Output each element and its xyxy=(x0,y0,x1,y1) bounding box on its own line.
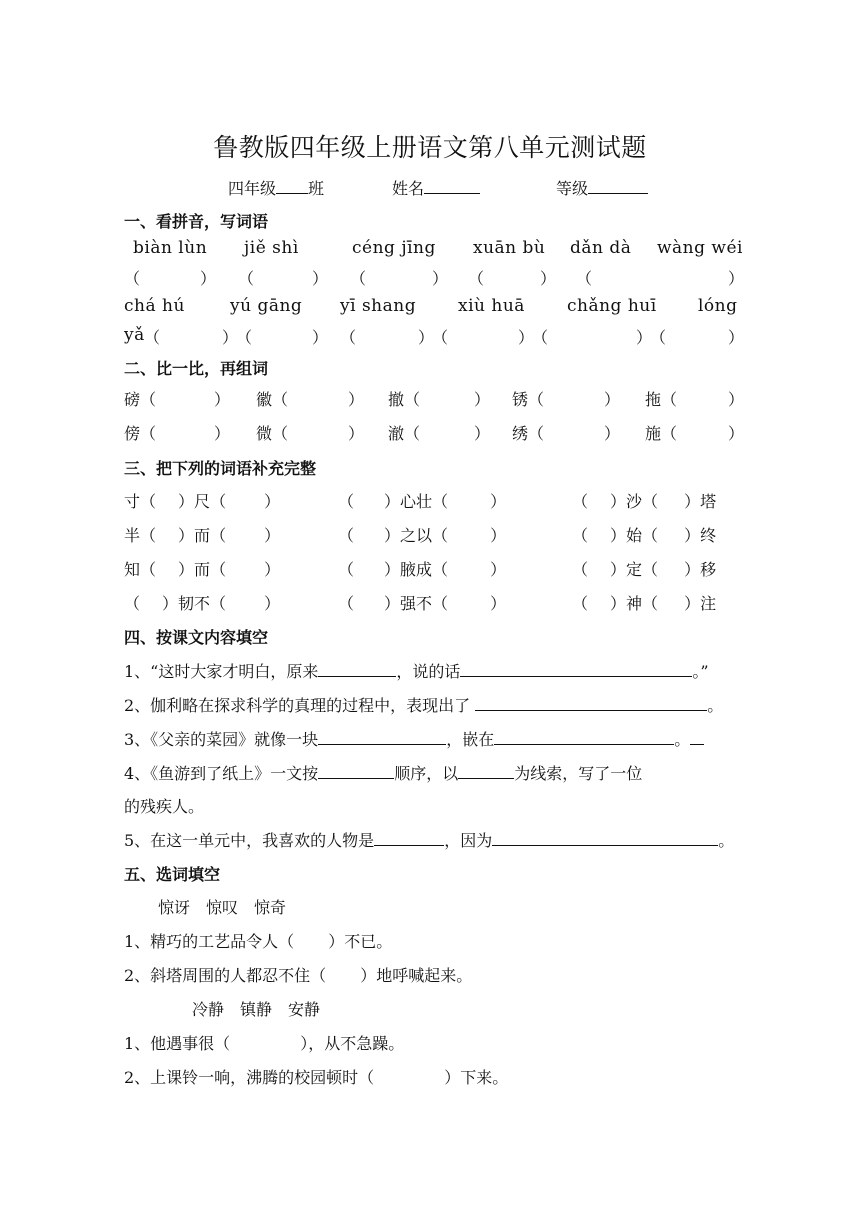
answer-paren-close: ） xyxy=(636,328,653,347)
answer-blank[interactable] xyxy=(318,661,396,677)
choose-question-3: 1、他遇事很（ ），从不急躁。 xyxy=(124,1034,405,1053)
class-label: 班 xyxy=(308,179,325,198)
answer-paren-close: ） xyxy=(728,328,745,347)
answer-blank[interactable] xyxy=(318,763,394,779)
answer-paren-close: ） xyxy=(222,328,239,347)
section-4-heading: 四、按课文内容填空 xyxy=(124,628,269,647)
fill-question-4: 4、《鱼游到了纸上》一文按 顺序，以 为线索，写了一位 xyxy=(124,764,643,783)
idiom-row-2: 半（ ）而（ ） xyxy=(124,526,281,545)
section-3-heading: 三、把下列的词语补充完整 xyxy=(124,459,317,478)
compare-item: 拖（ xyxy=(645,390,678,409)
answer-blank[interactable] xyxy=(458,763,514,779)
page-title: 鲁教版四年级上册语文第八单元测试题 xyxy=(213,133,647,162)
idiom-row-4-mid: （ ）强不（ ） xyxy=(338,594,507,613)
answer-paren-close: ） xyxy=(312,328,329,347)
answer-paren-open: （ xyxy=(144,328,161,347)
answer-paren-close: ） xyxy=(348,424,365,443)
fill-question-2: 2、伽利略在探求科学的真理的过程中，表现出了 。 xyxy=(124,696,724,715)
answer-paren-close: ） xyxy=(348,390,365,409)
answer-paren-open: （ xyxy=(350,269,367,288)
pinyin-tail: yǎ xyxy=(124,325,145,345)
idiom-row-3-right: （ ）定（ ）移 xyxy=(572,560,717,579)
answer-paren-close: ） xyxy=(312,269,329,288)
answer-paren-open: （ xyxy=(468,269,485,288)
idiom-row-2-mid: （ ）之以（ ） xyxy=(338,526,507,545)
answer-paren-open: （ xyxy=(432,328,449,347)
answer-blank[interactable] xyxy=(494,729,674,745)
idiom-row-3: 知（ ）而（ ） xyxy=(124,560,281,579)
compare-item: 撤（ xyxy=(388,390,421,409)
name-blank[interactable] xyxy=(424,178,480,194)
idiom-row-1-right: （ ）沙（ ）塔 xyxy=(572,492,717,511)
answer-blank[interactable] xyxy=(460,661,692,677)
name-field xyxy=(392,176,480,199)
compare-item: 澈（ xyxy=(388,424,421,443)
idiom-row-1-mid: （ ）心壮（ ） xyxy=(338,492,507,511)
name-label: 姓名 xyxy=(392,179,425,198)
word-choices-1: 惊讶 惊叹 惊奇 xyxy=(158,898,287,917)
grade-label: 四年级 xyxy=(228,179,277,198)
answer-paren-close: ） xyxy=(214,424,231,443)
answer-blank[interactable] xyxy=(475,695,707,711)
idiom-row-3-mid: （ ）腋成（ ） xyxy=(338,560,507,579)
level-field xyxy=(556,176,648,199)
fill-question-3: 3、《父亲的菜园》就像一块 ，嵌在 。 xyxy=(124,727,704,750)
answer-blank[interactable] xyxy=(374,830,444,846)
compare-item: 绣（ xyxy=(512,424,545,443)
answer-paren-open: （ xyxy=(576,269,593,288)
pinyin-item: xuān bù xyxy=(473,238,546,258)
pinyin-item: chǎng huī xyxy=(567,296,657,316)
pinyin-item: yú gāng xyxy=(230,296,303,316)
level-label: 等级 xyxy=(556,179,589,198)
answer-blank[interactable] xyxy=(492,830,718,846)
compare-item: 徽（ xyxy=(256,390,289,409)
answer-paren-close: ） xyxy=(518,328,535,347)
answer-blank[interactable] xyxy=(318,729,446,745)
grade-field xyxy=(228,176,324,199)
answer-paren-close: ） xyxy=(540,269,557,288)
answer-paren-close: ） xyxy=(728,424,745,443)
compare-item: 磅（ xyxy=(124,390,157,409)
choose-question-1: 1、精巧的工艺品令人（ ）不已。 xyxy=(124,932,393,951)
pinyin-item: biàn lùn xyxy=(133,238,208,258)
section-5-heading: 五、选词填空 xyxy=(124,865,221,884)
answer-paren-close: ） xyxy=(728,390,745,409)
answer-paren-open: （ xyxy=(124,269,141,288)
pinyin-item: wàng wéi xyxy=(657,238,743,258)
idiom-row-1: 寸（ ）尺（ ） xyxy=(124,492,281,511)
answer-paren-open: （ xyxy=(238,269,255,288)
answer-paren-open: （ xyxy=(532,328,549,347)
pinyin-item: dǎn dà xyxy=(570,238,632,258)
pinyin-item: yī shang xyxy=(340,296,417,316)
answer-paren-close: ） xyxy=(214,390,231,409)
answer-paren-close: ） xyxy=(432,269,449,288)
answer-paren-close: ） xyxy=(200,269,217,288)
idiom-row-2-right: （ ）始（ ）终 xyxy=(572,526,717,545)
section-1-heading: 一、看拼音，写词语 xyxy=(124,212,269,231)
choose-question-2: 2、斜塔周围的人都忍不住（ ）地呼喊起来。 xyxy=(124,966,473,985)
compare-item: 施（ xyxy=(645,424,678,443)
pinyin-item: lóng xyxy=(698,296,738,316)
choose-question-4: 2、上课铃一响，沸腾的校园顿时（ ）下来。 xyxy=(124,1068,509,1087)
level-blank[interactable] xyxy=(588,178,648,194)
word-choices-2: 冷静 镇静 安静 xyxy=(192,1000,321,1019)
compare-item: 锈（ xyxy=(512,390,545,409)
answer-paren-open: （ xyxy=(340,328,357,347)
compare-item: 微（ xyxy=(256,424,289,443)
answer-paren-close: ） xyxy=(474,390,491,409)
answer-paren-close: ） xyxy=(604,390,621,409)
compare-item: 傍（ xyxy=(124,424,157,443)
pinyin-item: céng jīng xyxy=(352,238,436,258)
answer-paren-open: （ xyxy=(650,328,667,347)
fill-question-5: 5、在这一单元中，我喜欢的人物是 ，因为 。 xyxy=(124,831,735,850)
idiom-row-4: （ ）韧不（ ） xyxy=(124,594,281,613)
section-2-heading: 二、比一比，再组词 xyxy=(124,359,269,378)
pinyin-item: jiě shì xyxy=(244,238,299,258)
fill-question-4-cont: 的残疾人。 xyxy=(124,797,205,816)
answer-paren-close: ） xyxy=(418,328,435,347)
answer-paren-open: （ xyxy=(236,328,253,347)
fill-question-1: 1、“这时大家才明白，原来 ，说的话 。” xyxy=(124,662,709,681)
answer-paren-close: ） xyxy=(728,269,745,288)
answer-paren-close: ） xyxy=(604,424,621,443)
idiom-row-4-right: （ ）神（ ）注 xyxy=(572,594,717,613)
answer-paren-close: ） xyxy=(474,424,491,443)
class-blank[interactable] xyxy=(276,178,308,194)
pinyin-item: xiù huā xyxy=(458,296,525,316)
pinyin-item: chá hú xyxy=(124,296,185,316)
